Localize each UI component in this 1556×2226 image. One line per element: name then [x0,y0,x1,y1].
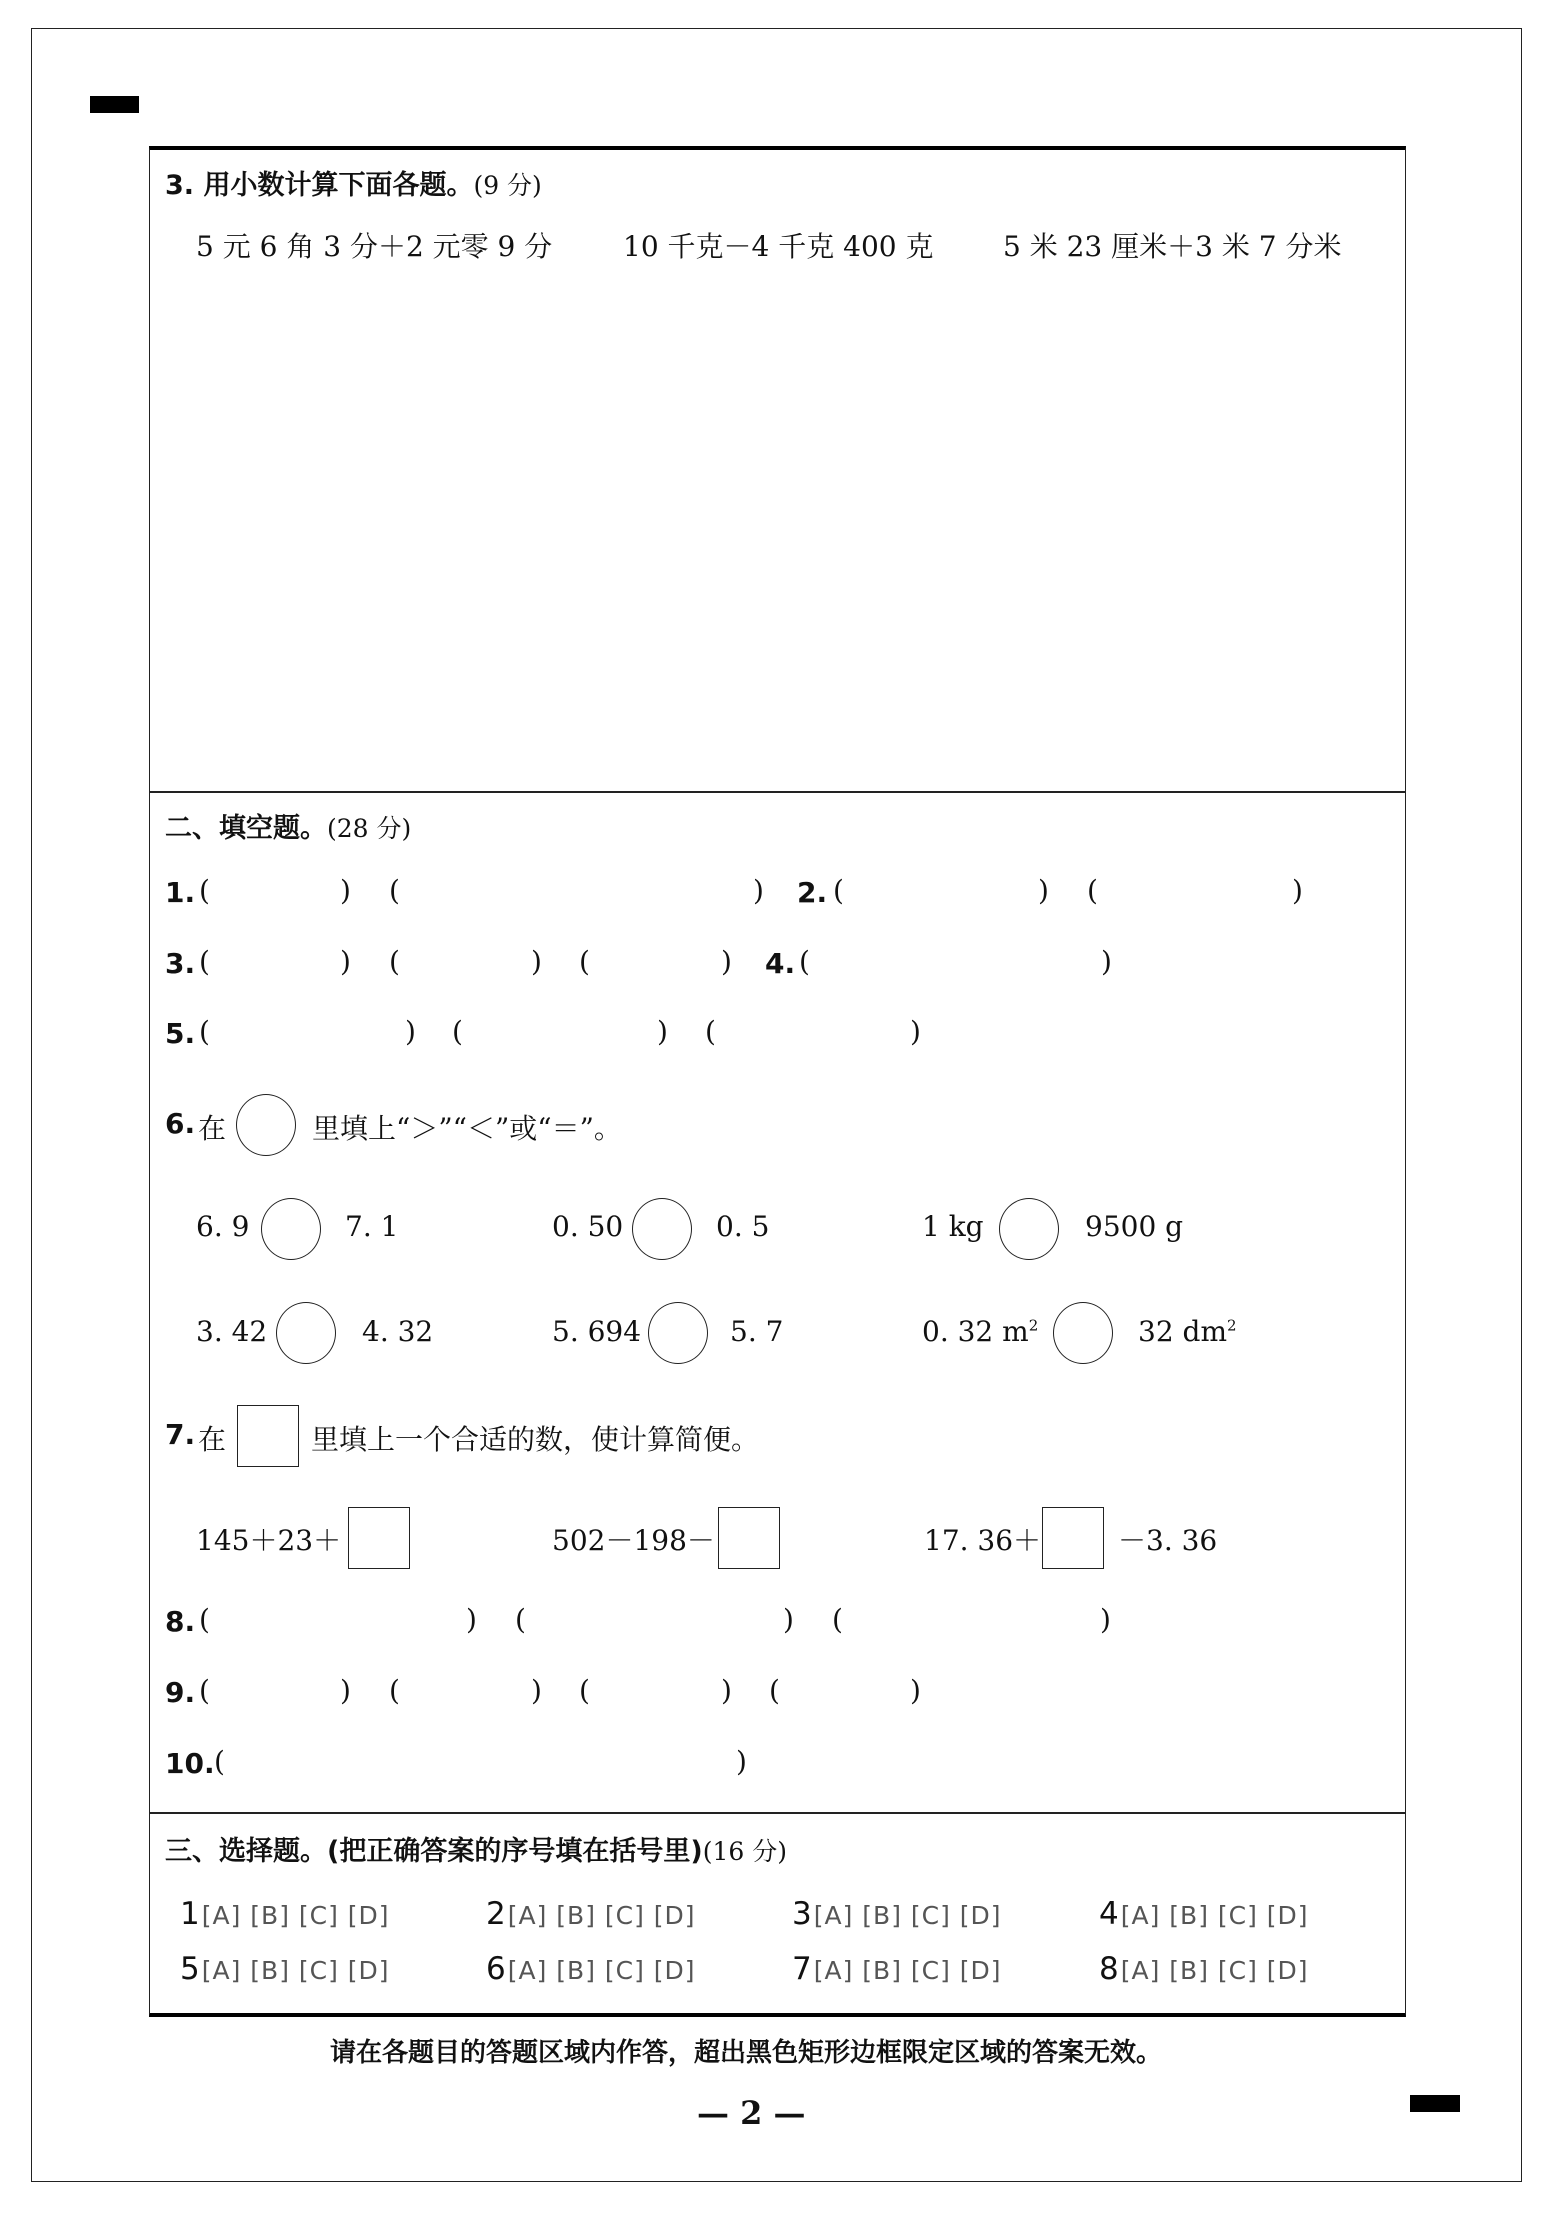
q5-blank-2[interactable] [467,1015,657,1055]
q2-blank-2-open: ( [1087,874,1098,907]
mc-number: 1 [180,1896,200,1932]
q2-blank-1-close: ) [1038,874,1049,907]
mc-number: 2 [486,1896,506,1932]
q9-blank-1[interactable] [214,1674,334,1714]
footer-notice: 请在各题目的答题区域内作答，超出黑色矩形边框限定区域的答案无效。 [330,2038,1163,2068]
q2-blank-2-close: ) [1292,874,1303,907]
q6-circle-example [236,1094,296,1156]
q5-blank-3-open: ( [705,1015,716,1048]
q6-item-3-left: 1 kg [922,1210,984,1243]
q6-item-5-left: 5. 694 [552,1315,642,1348]
q8-blank-1[interactable] [214,1603,464,1643]
mc-question-3[interactable] [792,1896,1002,1932]
section-2-heading [165,806,411,845]
q9-blank-4[interactable] [784,1674,904,1714]
section-divider-2 [149,1812,1406,1814]
q7-item-1-box[interactable] [348,1507,410,1569]
mc-number: 7 [792,1951,812,1987]
q6-item-6-circle[interactable] [1053,1302,1113,1364]
q8-label: 8. [165,1605,196,1638]
q5-blank-1-open: ( [199,1015,210,1048]
q6-item-5-circle[interactable] [648,1302,708,1364]
q7-item-3-expression-tail: －3. 36 [1118,1524,1218,1557]
mc-number: 8 [1099,1951,1119,1987]
mc-question-1[interactable] [180,1896,390,1932]
registration-mark-top-left [90,96,139,113]
q3-points: (9 分) [473,171,542,200]
q6-instruction: 里填上“＞”“＜”或“＝”。 [312,1112,622,1145]
q6-item-1-circle[interactable] [261,1198,321,1260]
q6-item-2-circle[interactable] [632,1198,692,1260]
mc-question-8[interactable] [1099,1951,1309,1987]
q10-blank-1-open: ( [214,1745,225,1778]
q9-blank-3[interactable] [594,1674,714,1714]
mc-options[interactable]: [A] [B] [C] [D] [813,1956,1002,1985]
q5-blank-2-open: ( [452,1015,463,1048]
mc-options[interactable]: [A] [B] [C] [D] [1120,1901,1309,1930]
q7-prefix: 在 [198,1423,227,1456]
q3-work-area[interactable] [160,280,1390,780]
mc-question-2[interactable] [486,1896,696,1932]
mc-number: 6 [486,1951,506,1987]
q1-blank-2-close: ) [753,874,764,907]
q3-item-2: 10 千克－4 千克 400 克 [623,230,934,263]
q1-blank-2[interactable] [404,874,744,914]
q6-item-6-right-value: 32 dm [1138,1315,1228,1348]
mc-options[interactable]: [A] [B] [C] [D] [507,1901,696,1930]
q6-item-6-right-exponent: 2 [1227,1316,1237,1335]
q4-blank-1-open: ( [799,945,810,978]
q3-blank-2[interactable] [404,945,524,985]
q2-blank-2[interactable] [1102,874,1287,914]
q8-blank-3-close: ) [1100,1603,1111,1636]
q7-instruction: 里填上一个合适的数，使计算简便。 [311,1423,760,1456]
q8-blank-2-close: ) [783,1603,794,1636]
mc-question-6[interactable] [486,1951,696,1987]
q7-item-3-box[interactable] [1042,1507,1104,1569]
q4-label: 4. [765,947,796,980]
q6-item-6-left [922,1315,1038,1348]
mc-options[interactable]: [A] [B] [C] [D] [1120,1956,1309,1985]
q6-item-5-right: 5. 7 [730,1315,784,1348]
q9-blank-4-close: ) [910,1674,921,1707]
q6-item-1-left: 6. 9 [196,1210,250,1243]
mc-options[interactable]: [A] [B] [C] [D] [201,1956,390,1985]
q7-item-2-expression: 502－198－ [552,1524,715,1557]
section-2-title: 二、填空题。 [165,813,327,844]
q6-item-6-left-value: 0. 32 m [922,1315,1029,1348]
q3-title: 3. 用小数计算下面各题。 [165,170,474,201]
q5-blank-1[interactable] [214,1015,404,1055]
q5-blank-2-close: ) [657,1015,668,1048]
q6-prefix: 在 [198,1112,227,1145]
q2-blank-1-open: ( [833,874,844,907]
page-number: — 2 — [697,2094,806,2132]
q6-item-3-circle[interactable] [999,1198,1059,1260]
q3-blank-1-close: ) [340,945,351,978]
mc-options[interactable]: [A] [B] [C] [D] [813,1901,1002,1930]
q9-blank-3-open: ( [579,1674,590,1707]
q8-blank-1-close: ) [466,1603,477,1636]
q6-item-6-right [1138,1315,1237,1348]
q4-blank-1[interactable] [814,945,1099,985]
section-divider-1 [149,791,1406,793]
q4-blank-1-close: ) [1101,945,1112,978]
mc-number: 3 [792,1896,812,1932]
section-3-points: (16 分) [702,1837,787,1866]
q6-item-2-right: 0. 5 [716,1210,770,1243]
q8-blank-1-open: ( [199,1603,210,1636]
q6-item-4-right: 4. 32 [362,1315,434,1348]
q9-blank-2-close: ) [531,1674,542,1707]
q5-blank-1-close: ) [405,1015,416,1048]
q6-item-2-left: 0. 50 [552,1210,624,1243]
q6-label: 6. [165,1107,196,1140]
mc-number: 4 [1099,1896,1119,1932]
q7-item-3-expression: 17. 36＋ [924,1524,1042,1557]
q9-blank-3-close: ) [721,1674,732,1707]
q8-blank-3[interactable] [847,1603,1097,1643]
q3-heading [165,163,542,202]
q3-blank-3-close: ) [721,945,732,978]
q10-label: 10. [165,1747,215,1780]
q3-blank-1-open: ( [199,945,210,978]
q3-blank-2-close: ) [531,945,542,978]
q8-blank-3-open: ( [832,1603,843,1636]
q6-item-4-left: 3. 42 [196,1315,268,1348]
q3-blank-2-open: ( [389,945,400,978]
q7-item-2-box[interactable] [718,1507,780,1569]
q1-blank-2-open: ( [389,874,400,907]
q3-blank-3-open: ( [579,945,590,978]
q10-blank-1[interactable] [229,1745,729,1785]
q1-blank-1-open: ( [199,874,210,907]
q2-label: 2. [797,876,828,909]
q9-blank-4-open: ( [769,1674,780,1707]
mc-question-5[interactable] [180,1951,390,1987]
mc-question-4[interactable] [1099,1896,1309,1932]
q9-blank-1-open: ( [199,1674,210,1707]
q6-item-6-left-exponent: 2 [1028,1316,1039,1335]
q8-blank-2[interactable] [530,1603,780,1643]
q9-label: 9. [165,1676,196,1709]
q9-blank-1-close: ) [340,1674,351,1707]
q5-label: 5. [165,1017,196,1050]
mc-options[interactable]: [A] [B] [C] [D] [201,1901,390,1930]
section-3-title: 三、选择题。(把正确答案的序号填在括号里) [165,1836,703,1867]
mc-question-7[interactable] [792,1951,1002,1987]
q9-blank-2-open: ( [389,1674,400,1707]
q3-blank-3[interactable] [594,945,714,985]
q8-blank-2-open: ( [515,1603,526,1636]
mc-number: 5 [180,1951,200,1987]
section-2-points: (28 分) [327,814,412,843]
q6-item-4-circle[interactable] [276,1302,336,1364]
q1-label: 1. [165,876,196,909]
q7-square-example [237,1405,299,1467]
section-3-heading [165,1829,787,1868]
q10-blank-1-close: ) [736,1745,747,1778]
q6-item-3-right: 9500 g [1085,1210,1184,1243]
q5-blank-3[interactable] [720,1015,910,1055]
q3-item-1: 5 元 6 角 3 分＋2 元零 9 分 [196,230,553,263]
q2-blank-1[interactable] [848,874,1033,914]
q1-blank-1[interactable] [214,874,334,914]
registration-mark-bottom-right [1410,2095,1460,2112]
q7-item-1-expression: 145＋23＋ [196,1524,342,1557]
q6-item-1-right: 7. 1 [345,1210,399,1243]
q3-item-3: 5 米 23 厘米＋3 米 7 分米 [1003,230,1342,263]
q1-blank-1-close: ) [340,874,351,907]
q3-blank-1[interactable] [214,945,334,985]
q3-label: 3. [165,947,196,980]
q7-label: 7. [165,1418,196,1451]
q5-blank-3-close: ) [910,1015,921,1048]
q9-blank-2[interactable] [404,1674,524,1714]
mc-options[interactable]: [A] [B] [C] [D] [507,1956,696,1985]
